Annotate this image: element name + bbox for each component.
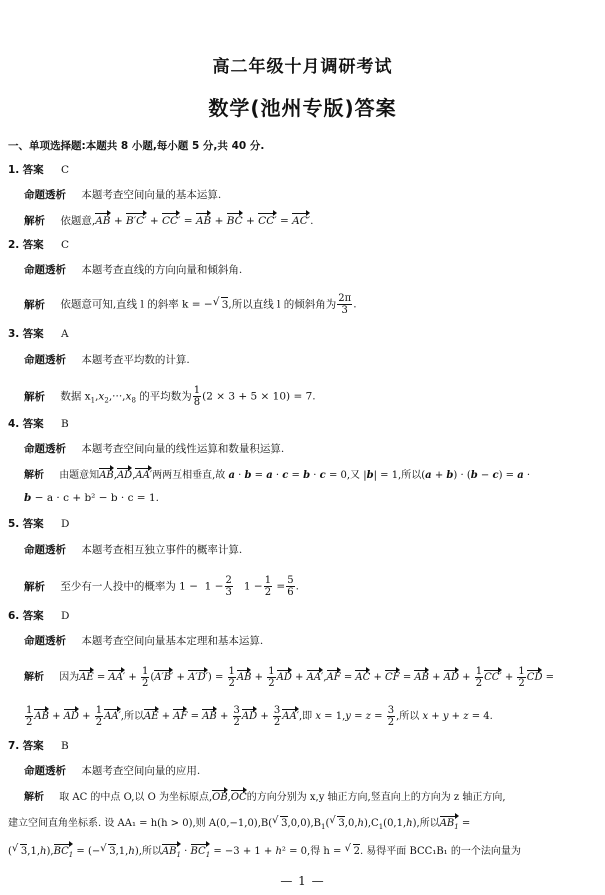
q5-answer-value: D — [60, 518, 70, 530]
q5-analysis: 解析 至少有一人投中的概率为 1 − 1 − $\frac{2}{3}$ 1 − $\frac{1}{2}$ = $\frac{5}{6}$ . — [24, 575, 299, 598]
q4-answer-value: B — [60, 418, 69, 430]
answer-label: 答案 — [22, 164, 44, 176]
q2-answer: 2. 答案 C — [8, 239, 70, 251]
q4-analysis-cont: b − a · c + b² − b · c = 1. — [24, 492, 159, 504]
insight-label: 命题透析 — [24, 189, 66, 201]
q1-insight — [24, 188, 221, 202]
q1-insight-text: 本题考查空间向量的基本运算. — [81, 189, 222, 201]
q7-analysis-line2: 建立空间直角坐标系. 设 AA₁ = h(h > 0),则 A(0,−1,0),B(√ $3,0,0),B_1(√$ $3,0,h),C_1(0,1,h)$,所以$AB_1$ = — [8, 815, 470, 834]
q7-analysis: 解析 取 AC 的中点 O,以 O 为坐标原点,OB,OC的方向分别为 x,y 轴正方向,竖直向上的方向为 z 轴正方向, — [24, 789, 506, 805]
q6-insight: 命题透析 本题考查空间向量基本定理和基本运算. — [24, 635, 264, 647]
q5-answer: 5. 答案 D — [8, 518, 70, 530]
q3-insight: 命题透析 本题考查平均数的计算. — [24, 354, 190, 366]
q2-insight: 命题透析 本题考查直线的方向向量和倾斜角. — [24, 264, 243, 276]
q7-answer-value: B — [60, 740, 69, 752]
section-heading: 一、单项选择题:本题共 8 小题,每小题 5 分,共 40 分. — [8, 140, 265, 152]
q4-analysis: 解析 由题意知AB,AD,AA′两两互相垂直,故 a · b = a · c = b · c = 0,又 |b| = 1,所以(a + b) · (b − c) = a · — [24, 467, 530, 483]
page-title: 高二年级十月调研考试 — [212, 57, 393, 77]
q1-answer — [8, 163, 69, 177]
q1-analysis: 解析 依题意,AB + B′C′ + CC′ = AB + BC + CC′ = AC′. — [24, 212, 313, 228]
analysis-label: 解析 — [24, 215, 45, 227]
q3-answer: 3. 答案 A — [8, 328, 69, 340]
q6-analysis: 解析 因为AE = AA′ + $\frac{1}{2}$ (A′B′ + A′D′) = $\frac{1}{2}$ AB + $\frac{1}{2}$ AD + AA′,AF = AC + CF = AB + AD + $\frac{1}{2}$ CC′ + $\frac{1}{2}$ CD = — [24, 666, 555, 689]
q1-number: 1. — [8, 164, 20, 176]
q6-answer: 6. 答案 D — [8, 610, 70, 622]
page-subtitle: 数学(池州专版)答案 — [208, 96, 397, 120]
q3-analysis: 解析 数据 $x_1,x_2,\cdot\cdot\cdot,x_8$ 的平均数为 $\frac{1}{8}$ (2 × 3 + 5 × 10) = 7. — [24, 385, 316, 408]
q7-analysis-line3: (√ $3,1,h),BC_1$ = (−√ 3,1,h),所以$AB_1 \cdot BC_1 = -3 + 1 + h^2 = 0$,得 h = √ 2. 易得平面 BCC₁B₁ 的一个法向量为 — [8, 843, 521, 862]
q6-answer-value: D — [60, 610, 70, 622]
q6-analysis-cont: $\frac{1}{2}$ AB + AD + $\frac{1}{2}$ AA′,所以AE + AF = AB + $\frac{3}{2}$ AD + $\frac{3}{2}$ AA′,即 x = 1,y = z = $\frac{3}{2}$ ,所以 x + y + z = 4. — [26, 705, 493, 728]
q3-answer-value: A — [60, 328, 69, 340]
q1-answer-value: C — [60, 164, 70, 176]
q7-insight: 命题透析 本题考查空间向量的应用. — [24, 765, 201, 777]
q4-answer: 4. 答案 B — [8, 418, 69, 430]
q7-answer: 7. 答案 B — [8, 740, 69, 752]
q2-analysis: 解析 依题意可知,直线 l 的斜率 k = −√ 3,所以直线 l 的倾斜角为 $\frac{2\pi}{3}$ . — [24, 293, 357, 316]
q2-answer-value: C — [60, 239, 70, 251]
q4-insight: 命题透析 本题考查空间向量的线性运算和数量积运算. — [24, 443, 285, 455]
q5-insight: 命题透析 本题考查相互独立事件的概率计算. — [24, 544, 243, 556]
page-number: — 1 — — [280, 874, 325, 888]
